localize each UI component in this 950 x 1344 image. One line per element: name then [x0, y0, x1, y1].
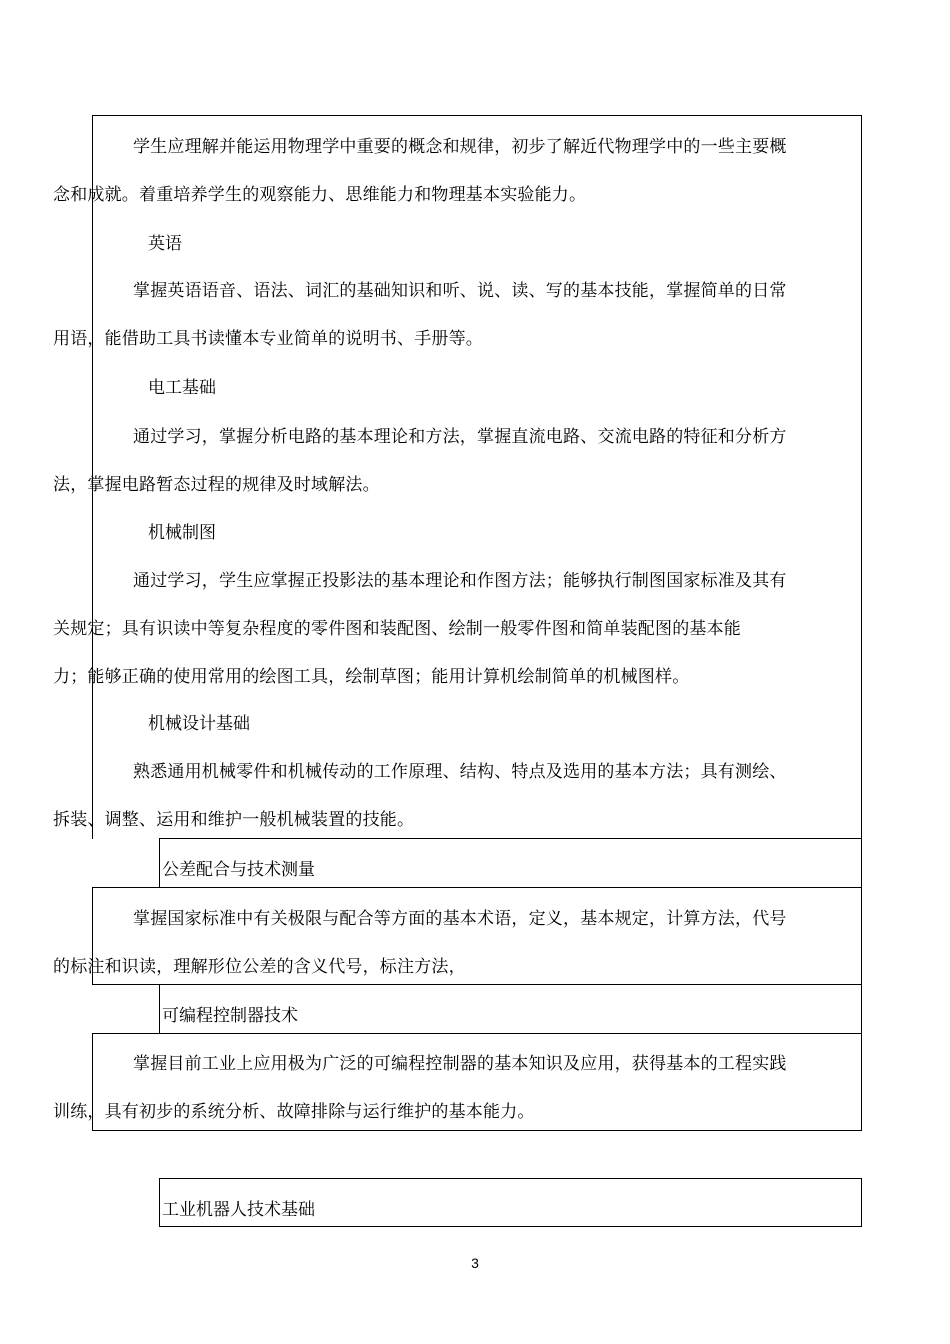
- drawing-line-3: 力；能够正确的使用常用的绘图工具，绘制草图；能用计算机绘制简单的机械图样。: [53, 667, 690, 687]
- plc-line-2: 训练，具有初步的系统分析、故障排除与运行维护的基本能力。: [53, 1102, 535, 1122]
- plc-heading: 可编程控制器技术: [162, 1006, 298, 1026]
- english-paragraph: [53, 267, 861, 363]
- design-paragraph: [53, 748, 861, 844]
- drawing-line-2: 关规定；具有识读中等复杂程度的零件图和装配图、绘制一般零件图和简单装配图的基本能: [53, 619, 741, 639]
- drawing-heading: 机械制图: [148, 523, 216, 543]
- design-heading: 机械设计基础: [148, 714, 250, 734]
- drawing-line-1: 通过学习，学生应掌握正投影法的基本理论和作图方法；能够执行制图国家标准及其有: [133, 571, 787, 591]
- tolerance-paragraph: [53, 895, 861, 991]
- tolerance-line-1: 掌握国家标准中有关极限与配合等方面的基本术语，定义，基本规定，计算方法，代号: [133, 909, 787, 929]
- page-number: 3: [471, 1255, 479, 1271]
- design-line-2: 拆装、调整、运用和维护一般机械装置的技能。: [53, 810, 415, 830]
- physics-line-2: 念和成就。着重培养学生的观察能力、思维能力和物理基本实验能力。: [53, 185, 587, 205]
- plc-paragraph: [53, 1040, 861, 1136]
- tolerance-heading: 公差配合与技术测量: [162, 860, 315, 880]
- electrical-paragraph: [53, 413, 861, 509]
- english-heading: 英语: [148, 234, 182, 254]
- electrical-line-1: 通过学习，掌握分析电路的基本理论和方法，掌握直流电路、交流电路的特征和分析方: [133, 427, 787, 447]
- drawing-paragraph: [53, 557, 861, 701]
- english-line-1: 掌握英语语音、语法、词汇的基础知识和听、说、读、写的基本技能，掌握简单的日常: [133, 281, 787, 301]
- physics-line-1: 学生应理解并能运用物理学中重要的概念和规律，初步了解近代物理学中的一些主要概: [133, 137, 787, 157]
- electrical-heading: 电工基础: [148, 378, 216, 398]
- english-line-2: 用语，能借助工具书读懂本专业简单的说明书、手册等。: [53, 329, 483, 349]
- electrical-line-2: 法，掌握电路暂态过程的规律及时域解法。: [53, 475, 380, 495]
- physics-paragraph: [53, 123, 861, 219]
- design-line-1: 熟悉通用机械零件和机械传动的工作原理、结构、特点及选用的基本方法；具有测绘、: [133, 762, 787, 782]
- plc-line-1: 掌握目前工业上应用极为广泛的可编程控制器的基本知识及应用，获得基本的工程实践: [133, 1054, 787, 1074]
- tolerance-line-2: 的标注和识读，理解形位公差的含义代号，标注方法，: [53, 957, 466, 977]
- robot-heading: 工业机器人技术基础: [162, 1200, 315, 1220]
